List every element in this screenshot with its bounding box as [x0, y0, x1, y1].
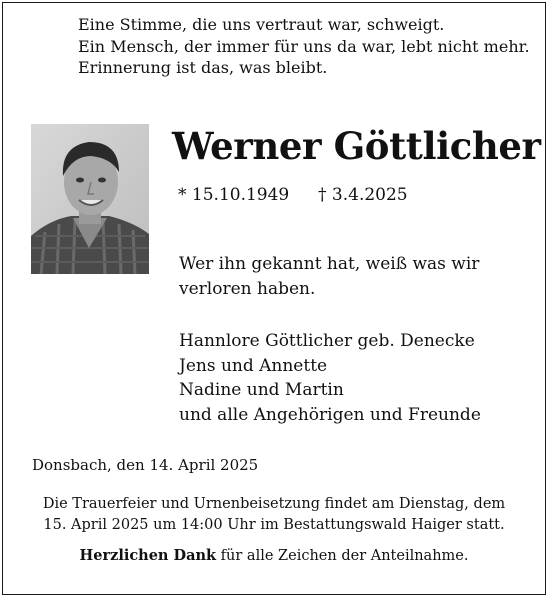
mourner-line: Jens und Annette	[179, 355, 328, 376]
life-dates	[178, 183, 408, 207]
quote-line: Wer ihn gekannt hat, weiß was wir	[179, 254, 480, 274]
mourner-line: Hannlore Göttlicher geb. Denecke	[179, 331, 475, 351]
deceased-name: Werner Göttlicher	[172, 124, 541, 168]
verse-line: Ein Mensch, der immer für uns da war, lebt nicht mehr.	[78, 36, 530, 56]
portrait-image	[31, 124, 149, 274]
portrait-photo	[31, 124, 149, 274]
thanks-rest: für alle Zeichen der Anteilnahme.	[216, 548, 469, 564]
funeral-details	[0, 494, 548, 536]
quote-line: verloren haben.	[179, 279, 316, 299]
verse-line: Eine Stimme, die uns vertraut war, schweigt.	[78, 15, 445, 34]
birth-date: * 15.10.1949	[178, 185, 290, 205]
memorial-verse	[78, 14, 538, 79]
mourner-line: Nadine und Martin	[179, 380, 344, 400]
ceremony-line: Die Trauerfeier und Urnenbeisetzung findet am Dienstag, dem	[42, 496, 506, 512]
ceremony-line: 15. April 2025 um 14:00 Uhr im Bestattungswald Haiger statt.	[43, 517, 505, 533]
death-date: † 3.4.2025	[318, 185, 408, 205]
mourners-list	[179, 329, 539, 427]
memorial-quote	[179, 252, 539, 302]
verse-line: Erinnerung ist das, was bleibt.	[78, 58, 328, 77]
place-and-date: Donsbach, den 14. April 2025	[32, 456, 259, 474]
mourner-line: und alle Angehörigen und Freunde	[179, 404, 481, 425]
thanks-bold: Herzlichen Dank	[79, 547, 217, 564]
thanks-note	[0, 545, 548, 567]
